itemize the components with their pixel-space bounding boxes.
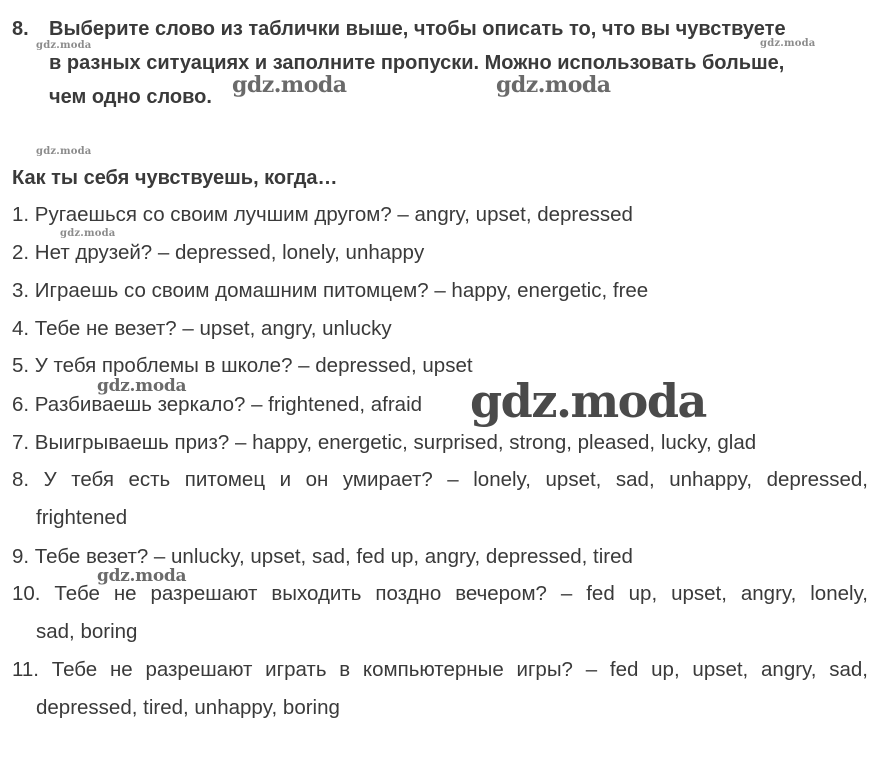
answer-item-9: 9. Тебе везет? – unlucky, upset, sad, fed up, angry, depressed, tired (12, 545, 633, 568)
task-number: 8. (12, 18, 29, 40)
answer-item-10-line-1: 10. Тебе не разрешают выходить поздно вечером? – fed up, upset, angry, lonely, (12, 582, 868, 605)
watermark-logo: gdz.moda (60, 228, 116, 239)
task-instructions (12, 12, 872, 114)
question-heading: Как ты себя чувствуешь, когда… (12, 167, 338, 189)
watermark-logo: gdz.moda (470, 374, 706, 428)
task-line-2: в разных ситуациях и заполните пропуски. Можно использовать больше, (49, 52, 785, 74)
answer-item-8-line-2: frightened (36, 506, 128, 529)
answer-item-11 (12, 651, 868, 727)
watermark-logo: gdz.moda (97, 376, 187, 396)
answer-item-7: 7. Выигрываешь приз? – happy, energetic, surprised, strong, pleased, lucky, glad (12, 431, 757, 454)
watermark-logo: gdz.moda (760, 38, 816, 49)
answer-item-8 (12, 461, 868, 537)
watermark-logo: gdz.moda (36, 40, 92, 51)
task-line-1: Выберите слово из таблички выше, чтобы описать то, что вы чувствуете (49, 18, 786, 40)
answer-item-1: 1. Ругаешься со своим лучшим другом? – angry, upset, depressed (12, 203, 633, 226)
answer-item-3: 3. Играешь со своим домашним питомцем? – happy, energetic, free (12, 279, 649, 302)
answer-item-11-line-2: depressed, tired, unhappy, boring (36, 696, 340, 719)
answer-item-11-line-1: 11. Тебе не разрешают играть в компьютерные игры? – fed up, upset, angry, sad, (12, 658, 868, 681)
answer-item-6: 6. Разбиваешь зеркало? – frightened, afraid (12, 393, 423, 416)
answer-item-5: 5. У тебя проблемы в школе? – depressed, upset (12, 354, 473, 377)
watermark-logo: gdz.moda (97, 566, 187, 586)
watermark-logo: gdz.moda (36, 146, 92, 157)
task-line-3: чем одно слово. (49, 86, 212, 108)
answer-item-8-line-1: 8. У тебя есть питомец и он умирает? – lonely, upset, sad, unhappy, depressed, (12, 468, 868, 491)
answer-item-10 (12, 575, 868, 651)
watermark-logo: gdz.moda (232, 72, 347, 98)
watermark-logo: gdz.moda (496, 72, 611, 98)
answer-item-4: 4. Тебе не везет? – upset, angry, unlucky (12, 317, 392, 340)
answer-item-10-line-2: sad, boring (36, 620, 138, 643)
answer-item-2: 2. Нет друзей? – depressed, lonely, unhappy (12, 241, 425, 264)
